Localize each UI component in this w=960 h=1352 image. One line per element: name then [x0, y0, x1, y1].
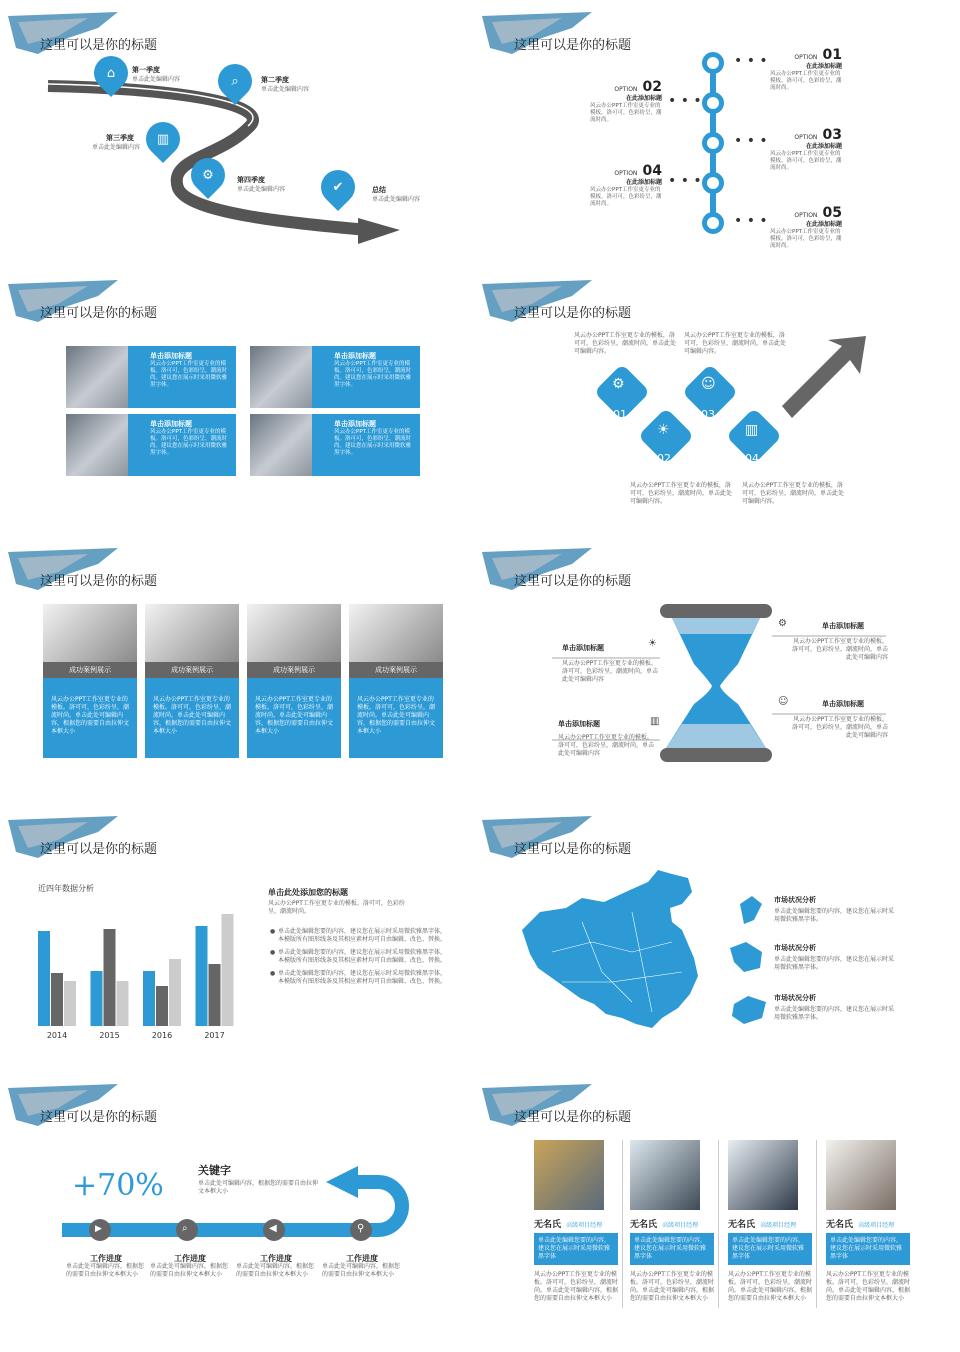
hourglass-tr-title: 单击添加标题: [822, 622, 864, 630]
card-4: [312, 414, 420, 476]
bottom-text-2: 风云办公PPT工作室更专业的模板，洛可可，色彩纷呈，潮流时尚，单击此处可编辑内容。: [742, 482, 845, 505]
slide-hourglass: [482, 544, 954, 806]
bullet-item: ● 单击此处编辑您要的内容，建议您在展示时采用微软雅黑字体，本模版所有图形线条及其相应素材均可自由编辑、改色、替换。: [270, 928, 447, 943]
photo-thumbs: [250, 414, 312, 476]
option-number: 04: [642, 163, 662, 179]
hourglass-br-title: 单击添加标题: [822, 700, 864, 708]
avatar: [534, 1140, 604, 1210]
person-card-4: [826, 1140, 910, 1303]
avatar: [826, 1140, 896, 1210]
card-1: [128, 346, 236, 408]
option-word: OPTION: [794, 134, 818, 141]
step-desc: 单击此处可编辑内容，根据您的需要自由拉伸文本框大小: [150, 1263, 229, 1278]
bullet-item: ● 单击此处编辑您要的内容，建议您在展示时采用微软雅黑字体，本模版所有图形线条及其相应素材均可自由编辑、改色、替换。: [270, 949, 447, 964]
top-text-1: 风云办公PPT工作室更专业的模板，洛可可，色彩纷呈，潮流时尚，单击此处可编辑内容。: [574, 332, 677, 355]
photo-team: [66, 414, 128, 476]
hourglass-graphic: [482, 544, 954, 806]
person-desc: 风云办公PPT工作室更专业的模板。洛可可，色彩纷呈，潮流时尚。单击此处可编辑内容，根据您的需要自由拉伸文本框大小: [534, 1271, 619, 1302]
slide-diamond-steps: [482, 276, 954, 538]
option-title: 在此添加标题: [805, 63, 842, 70]
option-04: [590, 160, 662, 208]
dots-2: • • •: [668, 93, 702, 109]
step-number-01: 01: [613, 408, 627, 421]
option-number: 03: [822, 127, 842, 143]
bullet-text: 单击此处编辑您要的内容，建议您在展示时采用微软雅黑字体，本模版所有图形线条及其相应素材均可自由编辑、改色、替换。: [278, 970, 447, 985]
person-desc: 风云办公PPT工作室更专业的模板。洛可可，色彩纷呈，潮流时尚。单击此处可编辑内容，根据您的需要自由拉伸文本框大小: [630, 1271, 715, 1302]
bottom-text-1: 风云办公PPT工作室更专业的模板，洛可可，色彩纷呈，潮流时尚，单击此处可编辑内容。: [630, 482, 733, 505]
slide-chart: [8, 812, 480, 1074]
case-desc-1: [43, 678, 137, 758]
case-photo-2: [145, 604, 239, 662]
photo-meeting: [66, 346, 128, 408]
bar: [117, 981, 129, 1026]
person-name: 无名氏: [630, 1220, 658, 1230]
case-label-3: 成功案例展示: [247, 662, 341, 678]
china-map: [482, 812, 954, 1074]
case-photo-4: [349, 604, 443, 662]
person-card-2: [630, 1140, 714, 1303]
step-title: 工作进度: [90, 1254, 122, 1263]
volume-icon: ◀: [269, 1223, 277, 1234]
market-desc-1: 单击此处编辑您要的内容，建议您在展示时采用微软雅黑字体。: [774, 908, 895, 923]
person-highlight: 单击此处编辑您要的内容，建议您在展示时采用微软雅黑字体: [534, 1233, 618, 1265]
person-role: 高级项目经理: [662, 1222, 699, 1229]
market-desc-2: 单击此处编辑您要的内容，建议您在展示时采用微软雅黑字体。: [774, 956, 895, 971]
market-title-1: 市场状况分析: [774, 896, 816, 904]
bulb-icon: ☀: [657, 422, 670, 438]
step-4: [322, 1254, 402, 1279]
card-title: 单击添加标题: [150, 420, 192, 428]
home-icon: ⌂: [106, 65, 116, 81]
top-text-2: 风云办公PPT工作室更专业的模板，洛可可，色彩纷呈，潮流时尚，单击此处可编辑内容。: [684, 332, 787, 355]
slide-title: 这里可以是你的标题: [40, 842, 158, 857]
dots-1: • • •: [734, 53, 768, 69]
option-title: 在此添加标题: [625, 179, 662, 186]
case-desc-text: 风云办公PPT工作室更专业的模板。洛可可，色彩纷呈，潮流时尚。单击此处可编辑内容，根据您的需要自由拉伸文本框大小: [255, 696, 334, 735]
person-role: 高级项目经理: [566, 1222, 603, 1229]
slide-map: [482, 812, 954, 1074]
play-icon: ▶: [95, 1224, 102, 1234]
divider-3: [816, 1140, 817, 1308]
bar: [222, 914, 234, 1026]
gear-icon: ⚙: [612, 376, 625, 392]
slide-title: 这里可以是你的标题: [514, 1110, 632, 1125]
hourglass-tl-title: 单击添加标题: [562, 644, 604, 652]
x-tick-label: 2015: [99, 1031, 120, 1040]
step-desc: 单击此处可编辑内容，根据您的需要自由拉伸文本框大小: [322, 1263, 401, 1278]
step-title: 工作进度: [174, 1254, 206, 1263]
step-3: [236, 1254, 316, 1279]
case-desc-3: [247, 678, 341, 758]
hourglass-bl-desc: 风云办公PPT工作室更专业的模板。洛可可，色彩纷呈，潮流时尚，单击此处可编辑内容: [558, 734, 655, 757]
option-title: 在此添加标题: [625, 95, 662, 102]
person-highlight: 单击此处编辑您要的内容，建议您在展示时采用微软雅黑字体: [728, 1233, 812, 1265]
step-title: 工作进度: [260, 1254, 292, 1263]
step-2: [150, 1254, 230, 1279]
step-desc: 单击此处可编辑内容，根据您的需要自由拉伸文本框大小: [236, 1263, 315, 1278]
timeline-node-2: [702, 92, 724, 114]
person-card-1: [534, 1140, 618, 1303]
hourglass-br-desc: 风云办公PPT工作室更专业的模板。洛可可，色彩纷呈，潮流时尚，单击此处可编辑内容: [791, 716, 888, 739]
step-number-03: 03: [701, 408, 715, 421]
summary-desc: 单击此处编辑内容: [372, 196, 421, 203]
pin-q4: [184, 151, 232, 199]
divider-1: [622, 1140, 623, 1308]
option-desc: 风云办公PPT工作室更专业的模板。洛可可，色彩纷呈，潮流时尚。: [590, 187, 662, 207]
q2-desc: 单击此处编辑内容: [261, 86, 310, 93]
step-desc: 单击此处可编辑内容，根据您的需要自由拉伸文本框大小: [66, 1263, 145, 1278]
option-number: 02: [642, 79, 662, 95]
summary-title: 总结: [372, 186, 386, 194]
q4-desc: 单击此处编辑内容: [237, 186, 286, 193]
person-highlight: 单击此处编辑您要的内容，建议您在展示时采用微软雅黑字体: [630, 1233, 714, 1265]
q1-title: 第一季度: [132, 66, 160, 74]
hourglass-tr-desc: 风云办公PPT工作室更专业的模板。洛可可，色彩纷呈，潮流时尚，单击此处可编辑内容: [791, 638, 888, 661]
bar: [196, 926, 208, 1026]
person-name: 无名氏: [534, 1220, 562, 1230]
gears-icon: ⚙: [778, 618, 787, 629]
card-desc: 风云办公PPT工作室更专业的模板。洛可可，色彩纷呈，潮流时尚。建议您在展示时采用微软雅黑字体。: [150, 361, 228, 388]
case-desc-4: [349, 678, 443, 758]
slide-title: 这里可以是你的标题: [514, 842, 632, 857]
card-title: 单击添加标题: [334, 352, 376, 360]
market-title-3: 市场状况分析: [774, 994, 816, 1002]
option-number: 05: [822, 205, 842, 221]
q4-title: 第四季度: [237, 176, 265, 184]
case-label-1: 成功案例展示: [43, 662, 137, 678]
person-desc: 风云办公PPT工作室更专业的模板。洛可可，色彩纷呈，潮流时尚。单击此处可编辑内容，根据您的需要自由拉伸文本框大小: [728, 1271, 813, 1302]
bar: [104, 929, 116, 1026]
case-desc-2: [145, 678, 239, 758]
search-icon: ⌕: [231, 73, 239, 89]
keyword-title: 关键字: [198, 1164, 231, 1177]
bullet-list: [270, 928, 446, 986]
person-card-3: [728, 1140, 812, 1303]
market-title-2: 市场状况分析: [774, 944, 816, 952]
slide-options: [482, 8, 954, 270]
bullet-item: ● 单击此处编辑您要的内容，建议您在展示时采用微软雅黑字体，本模版所有图形线条及其相应素材均可自由编辑、改色、替换。: [270, 970, 447, 985]
case-photo-3: [247, 604, 341, 662]
pin-q1: [87, 49, 135, 97]
divider-2: [718, 1140, 719, 1308]
people-icon: ☺: [701, 376, 716, 392]
slide-title: 这里可以是你的标题: [40, 38, 158, 53]
option-desc: 风云办公PPT工作室更专业的模板。洛可可，色彩纷呈，潮流时尚。: [770, 151, 842, 171]
slide-roadmap: [8, 8, 480, 270]
bar: [209, 964, 221, 1026]
option-desc: 风云办公PPT工作室更专业的模板。洛可可，色彩纷呈，潮流时尚。: [590, 103, 662, 123]
slide-title: 这里可以是你的标题: [514, 38, 632, 53]
q3-title: 第三季度: [106, 134, 134, 142]
option-word: OPTION: [614, 170, 638, 177]
chart-title: 近四年数据分析: [38, 884, 94, 893]
check-icon: ✔: [332, 179, 344, 195]
slide-photo-cards: [8, 276, 480, 538]
dots-4: • • •: [668, 173, 702, 189]
option-05: [770, 202, 842, 250]
bar: [38, 931, 50, 1026]
bar: [169, 959, 181, 1026]
bar: [143, 971, 155, 1026]
slide-team: [482, 1080, 954, 1342]
card-title: 单击添加标题: [150, 352, 192, 360]
card-3: [128, 414, 236, 476]
pin-q3: [139, 115, 187, 163]
bulb-icon: ☀: [648, 638, 657, 649]
avatar: [728, 1140, 798, 1210]
bar-chart-icon: ▥: [745, 422, 759, 438]
card-desc: 风云办公PPT工作室更专业的模板。洛可可，色彩纷呈，潮流时尚。建议您在展示时采用微软雅黑字体。: [334, 361, 412, 388]
x-tick-label: 2016: [151, 1031, 173, 1040]
card-title: 单击添加标题: [334, 420, 376, 428]
q1-desc: 单击此处编辑内容: [132, 76, 181, 83]
hourglass-bl-title: 单击添加标题: [558, 720, 600, 728]
text-heading: 单击此处添加您的标题: [268, 888, 348, 897]
pin-q2: [211, 57, 259, 105]
progress-track: [8, 1080, 480, 1342]
timeline-node-3: [702, 132, 724, 154]
market-desc-3: 单击此处编辑您要的内容，建议您在展示时采用微软雅黑字体。: [774, 1006, 895, 1021]
slide-progress: [8, 1080, 480, 1342]
keyword-desc: 单击此处可编辑内容，根据您的需要自由拉伸文本框大小: [198, 1180, 319, 1195]
slide-case-studies: [8, 544, 480, 806]
people-icon: ☺: [778, 696, 789, 707]
bar: [51, 973, 63, 1026]
step-number-02: 02: [657, 452, 671, 465]
bullet-text: 单击此处编辑您要的内容，建议您在展示时采用微软雅黑字体，本模版所有图形线条及其相应素材均可自由编辑、改色、替换。: [278, 949, 447, 964]
step-number-04: 04: [745, 452, 759, 465]
option-title: 在此添加标题: [805, 143, 842, 150]
case-photo-1: [43, 604, 137, 662]
gear-icon: ⚙: [202, 167, 214, 183]
person-role: 高级项目经理: [858, 1222, 895, 1229]
bar: [64, 981, 76, 1026]
case-label-2: 成功案例展示: [145, 662, 239, 678]
option-word: OPTION: [794, 54, 818, 61]
pin-icon: ⚲: [357, 1223, 365, 1234]
bullet-text: 单击此处编辑您要的内容，建议您在展示时采用微软雅黑字体，本模版所有图形线条及其相应素材均可自由编辑、改色、替换。: [278, 928, 447, 943]
dots-3: • • •: [734, 133, 768, 149]
case-desc-text: 风云办公PPT工作室更专业的模板。洛可可，色彩纷呈，潮流时尚。单击此处可编辑内容，根据您的需要自由拉伸文本框大小: [153, 696, 232, 735]
bar: [91, 971, 103, 1026]
case-label-4: 成功案例展示: [349, 662, 443, 678]
option-desc: 风云办公PPT工作室更专业的模板。洛可可，色彩纷呈，潮流时尚。: [770, 71, 842, 91]
person-role: 高级项目经理: [760, 1222, 797, 1229]
option-01: [770, 44, 842, 92]
option-word: OPTION: [614, 86, 638, 93]
case-desc-text: 风云办公PPT工作室更专业的模板。洛可可，色彩纷呈，潮流时尚。单击此处可编辑内容，根据您的需要自由拉伸文本框大小: [357, 696, 436, 735]
road-path: [8, 8, 480, 270]
step-title: 工作进度: [346, 1254, 378, 1263]
x-tick-label: 2014: [46, 1031, 68, 1040]
card-desc: 风云办公PPT工作室更专业的模板。洛可可，色彩纷呈，潮流时尚。建议您在展示时采用微软雅黑字体。: [334, 429, 412, 456]
option-title: 在此添加标题: [805, 221, 842, 228]
card-2: [312, 346, 420, 408]
timeline-node-5: [702, 212, 724, 234]
timeline-node-4: [702, 172, 724, 194]
search-icon: ⌕: [182, 1223, 188, 1234]
photo-headset: [250, 346, 312, 408]
option-number: 01: [822, 47, 842, 63]
option-desc: 风云办公PPT工作室更专业的模板。洛可可，色彩纷呈，潮流时尚。: [770, 229, 842, 249]
q2-title: 第二季度: [261, 76, 289, 84]
person-name: 无名氏: [826, 1220, 854, 1230]
text-intro: 风云办公PPT工作室更专业的模板。洛可可，色彩纷呈，潮流时尚。: [268, 900, 405, 915]
person-name: 无名氏: [728, 1220, 756, 1230]
slide-title: 这里可以是你的标题: [40, 574, 158, 589]
slide-title: 这里可以是你的标题: [514, 306, 632, 321]
person-desc: 风云办公PPT工作室更专业的模板。洛可可，色彩纷呈，潮流时尚。单击此处可编辑内容，根据您的需要自由拉伸文本框大小: [826, 1271, 911, 1302]
bar-chart-icon: ▥: [156, 131, 170, 147]
slide-title: 这里可以是你的标题: [514, 574, 632, 589]
x-tick-label: 2017: [204, 1031, 225, 1040]
option-02: [590, 76, 662, 124]
bar: [156, 986, 168, 1026]
avatar: [630, 1140, 700, 1210]
option-03: [770, 124, 842, 172]
q3-desc: 单击此处编辑内容: [92, 144, 141, 151]
slide-title: 这里可以是你的标题: [40, 1110, 158, 1125]
slide-title: 这里可以是你的标题: [40, 306, 158, 321]
option-word: OPTION: [794, 212, 818, 219]
case-desc-text: 风云办公PPT工作室更专业的模板。洛可可，色彩纷呈，潮流时尚。单击此处可编辑内容，根据您的需要自由拉伸文本框大小: [51, 696, 130, 735]
percent-value: +70%: [72, 1168, 164, 1203]
dots-5: • • •: [734, 213, 768, 229]
timeline-node-1: [702, 52, 724, 74]
pin-summary: [314, 163, 362, 211]
step-1: [66, 1254, 146, 1279]
bar-chart: [32, 902, 242, 1042]
bar-chart-icon: ▥: [650, 716, 660, 727]
person-highlight: 单击此处编辑您要的内容，建议您在展示时采用微软雅黑字体: [826, 1233, 910, 1265]
hourglass-tl-desc: 风云办公PPT工作室更专业的模板。洛可可，色彩纷呈，潮流时尚，单击此处可编辑内容: [562, 660, 659, 683]
card-desc: 风云办公PPT工作室更专业的模板。洛可可，色彩纷呈，潮流时尚。建议您在展示时采用微软雅黑字体。: [150, 429, 228, 456]
